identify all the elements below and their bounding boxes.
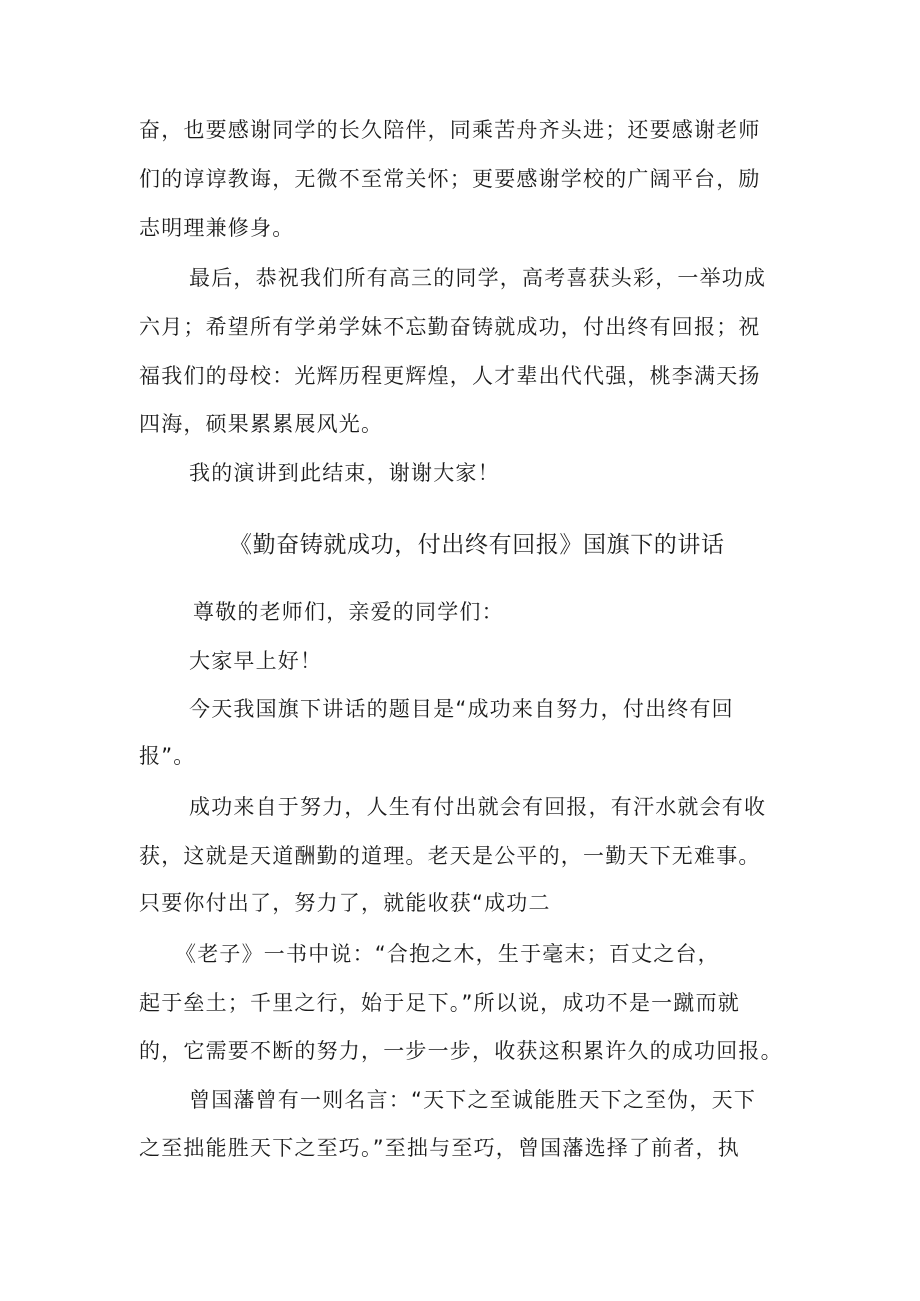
body-line: 成功来自于努力，人生有付出就会有回报，有汗水就会有收 [189,795,767,819]
section-title: 《勤奋铸就成功，付出终有回报》国旗下的讲话 [229,532,725,558]
body-line: 最后，恭祝我们所有高三的同学，高考喜获头彩，一举功成 [189,266,767,290]
body-line: 今天我国旗下讲话的题目是“成功来自努力，付出终有回 [189,697,734,721]
body-line: 们的谆谆教诲，无微不至常关怀；更要感谢学校的广阔平台，励 [139,167,761,191]
body-line: 六月；希望所有学弟学妹不忘勤奋铸就成功，付出终有回报；祝 [139,315,761,339]
body-line: 奋，也要感谢同学的长久陪伴，同乘苦舟齐头进；还要感谢老师 [139,118,761,142]
body-line: 我的演讲到此结束，谢谢大家！ [189,461,500,485]
body-line: 起于垒土；千里之行，始于足下。”所以说，成功不是一蹴而就 [139,991,740,1015]
body-line: 之至拙能胜天下之至巧。”至拙与至巧，曾国藩选择了前者，执 [139,1136,740,1160]
body-line: 四海，硕果累累展风光。 [139,412,384,436]
body-line: 只要你付出了，努力了，就能收获“成功二 [139,891,551,915]
body-line: 曾国藩曾有一则名言：“天下之至诚能胜天下之至伪，天下 [189,1088,757,1112]
body-line: 获，这就是天道酬勤的道理。老天是公平的，一勤天下无难事。 [139,844,761,868]
body-line: 《老子》一书中说：“合抱之木，生于毫末；百丈之台， [175,942,720,966]
body-line: 福我们的母校：光辉历程更辉煌，人才辈出代代强，桃李满天扬 [139,364,761,388]
salutation: 尊敬的老师们，亲爱的同学们： [193,600,504,624]
body-line: 志明理兼修身。 [139,216,295,240]
body-line: 的，它需要不断的努力，一步一步，收获这积累许久的成功回报。 [139,1039,783,1063]
body-line: 报”。 [139,744,196,768]
greeting: 大家早上好！ [189,649,323,673]
